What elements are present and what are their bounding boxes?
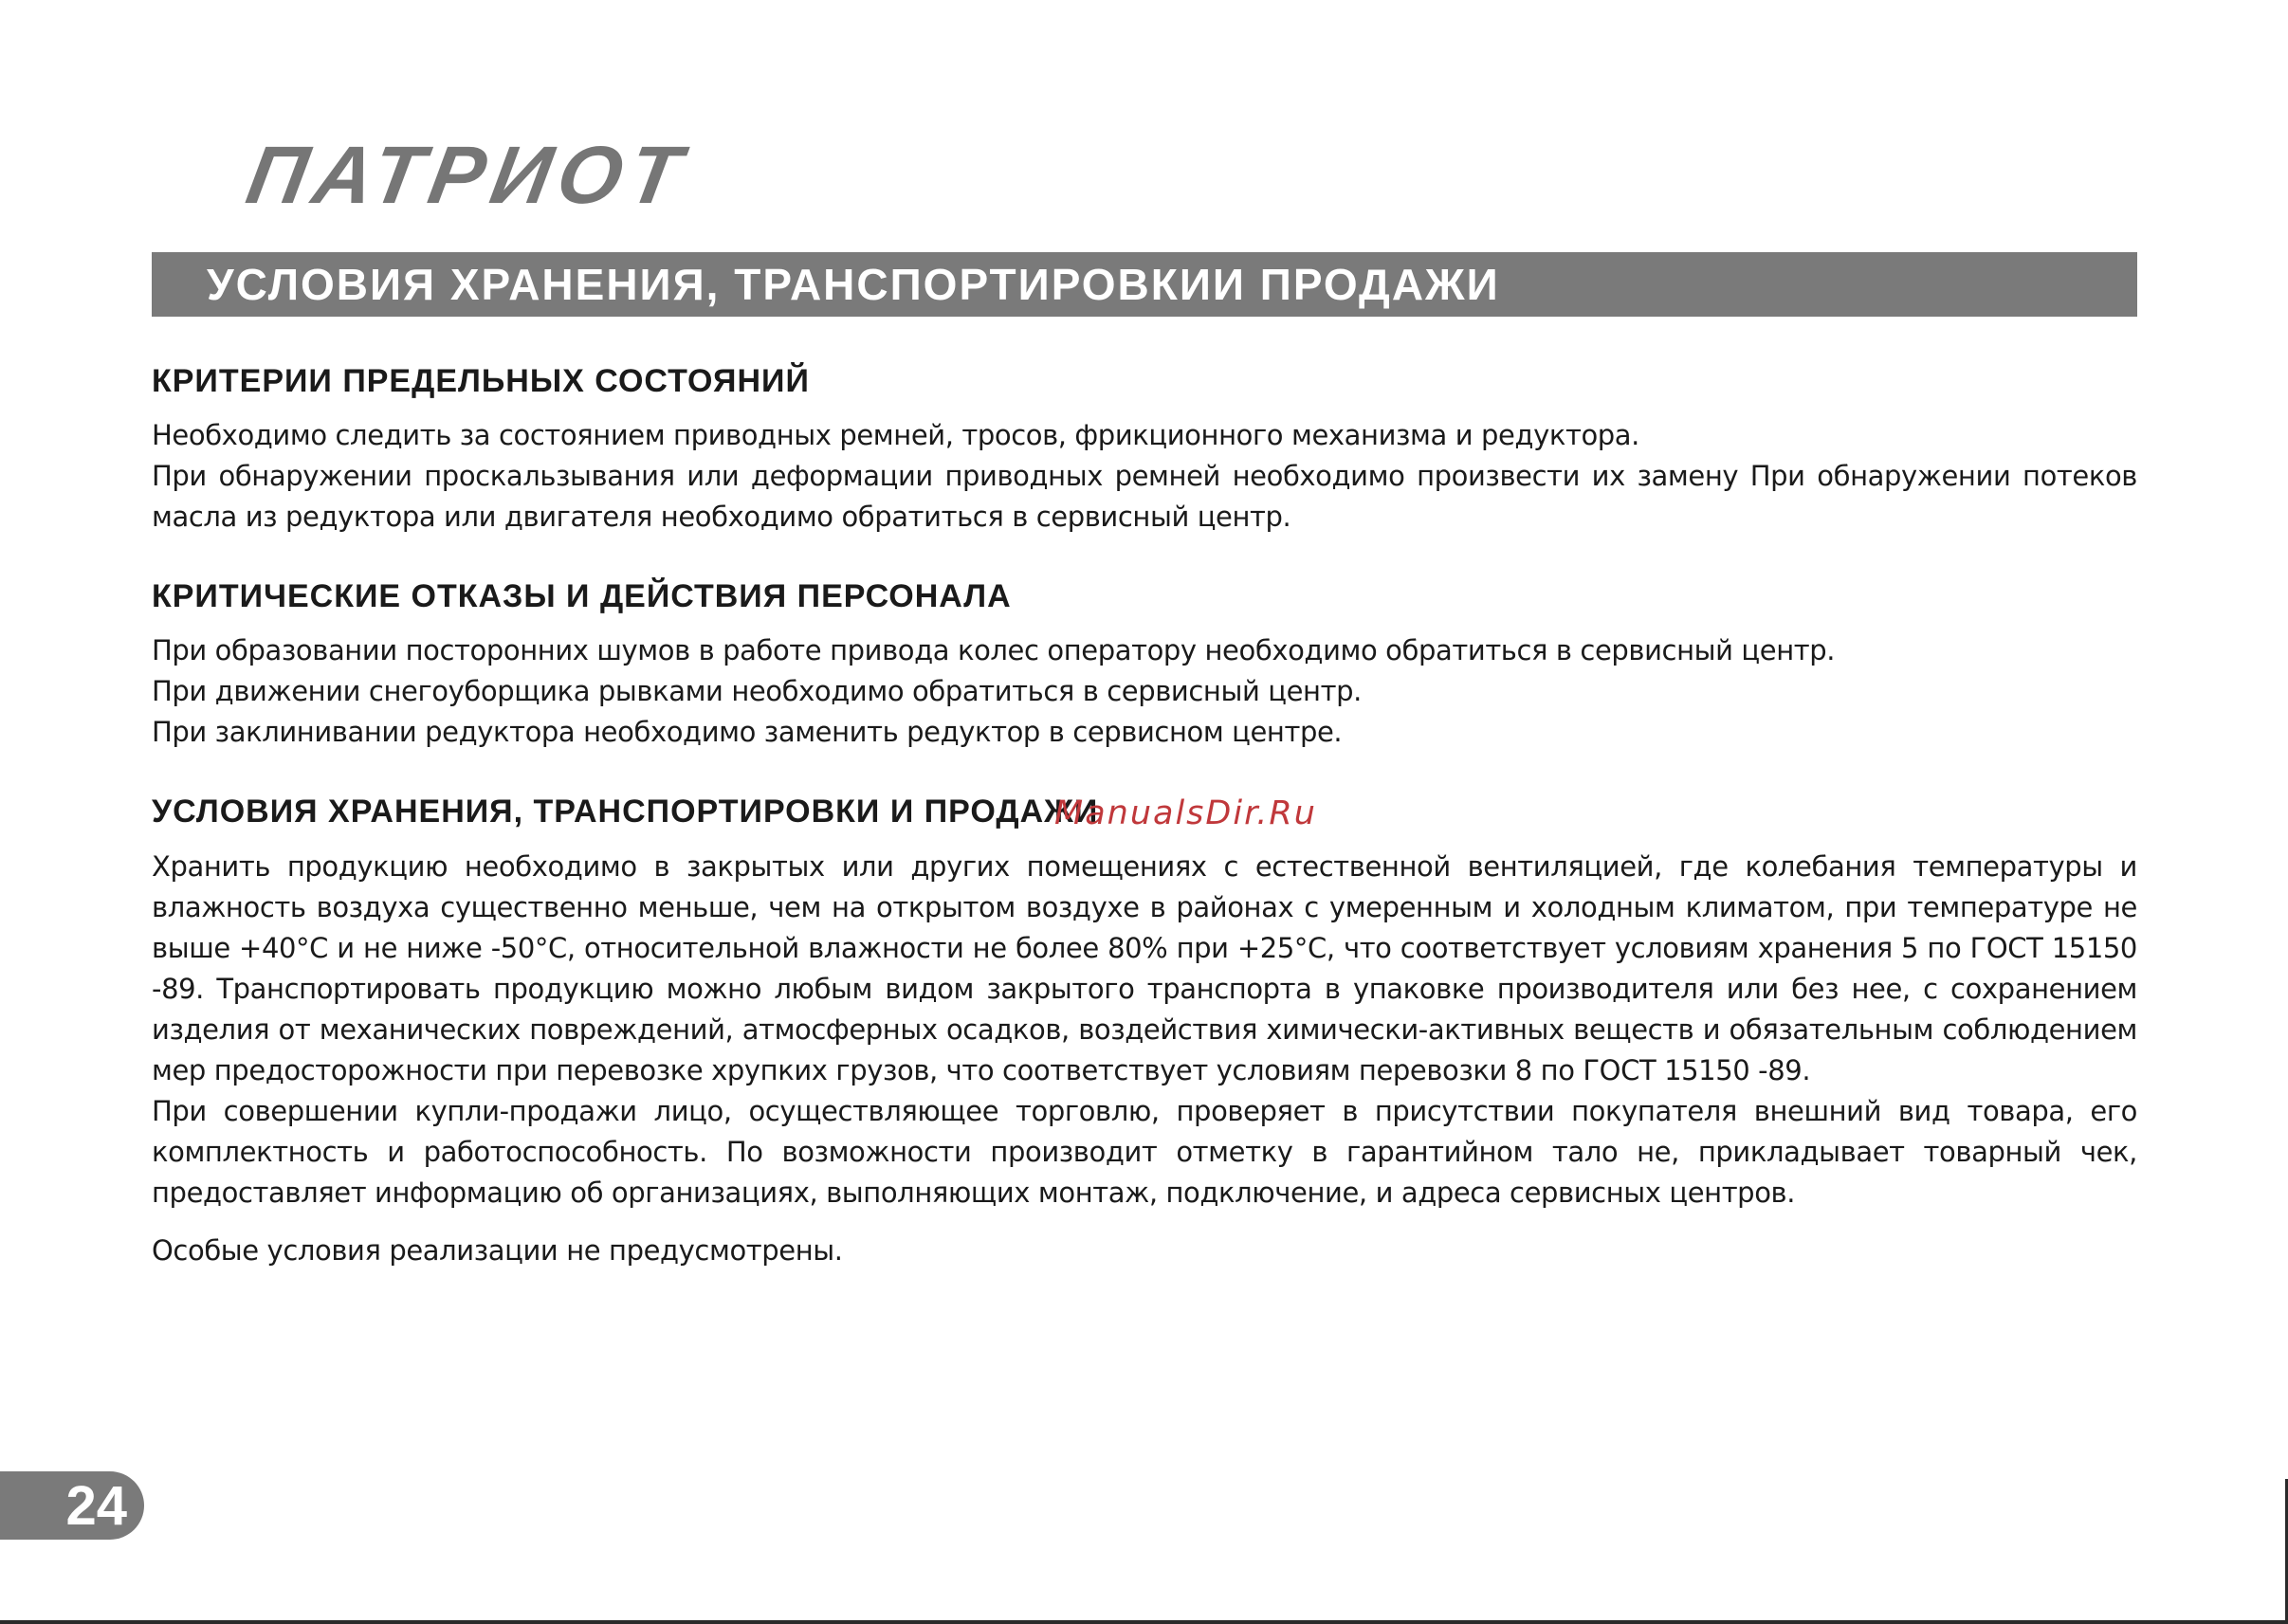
- watermark: ManualsDir.Ru: [1054, 794, 1317, 832]
- section-heading: КРИТЕРИИ ПРЕДЕЛЬНЫХ СОСТОЯНИЙ: [152, 363, 810, 399]
- page-number-tab: [0, 1471, 144, 1540]
- paragraph: Хранить продукцию необходимо в закрытых или других помещениях с естественной вентиляцией, где колебания температуры и влажность воздуха существенно меньше, чем на открытом воздухе в районах с умеренным и холодным климатом, при температуре не выше +40°С и не ниже -50°С, относительной влажности не более 80% при +25°С, что соответствует условиям хранения 5 по ГОСТ 15150 -89. Транспортировать продукцию можно любым видом закрытого транспорта в упаковке производителя или без нее, с сохранением изделия от механических повреждений, атмосферных осадков, воздействия химически-активных веществ и обязательным соблюдением мер предосторожности при перевозке хрупких грузов, что соответствует условиям перевозки 8 по ГОСТ 15150 -89.: [152, 849, 2137, 1086]
- document-body: [152, 360, 2137, 1309]
- section-critical-failures: [152, 575, 2137, 753]
- page-title: УСЛОВИЯ ХРАНЕНИЯ, ТРАНСПОРТИРОВКИИ ПРОДАЖИ: [207, 260, 1500, 309]
- page-number: 24: [65, 1474, 127, 1537]
- paragraph: При движении снегоуборщика рывками необходимо обратиться в сервисный центр.: [152, 675, 1362, 708]
- section-heading: КРИТИЧЕСКИЕ ОТКАЗЫ И ДЕЙСТВИЯ ПЕРСОНАЛА: [152, 578, 1012, 615]
- paragraph: При совершении купли-продажи лицо, осуществляющее торговлю, проверяет в присутствии покупателя внешний вид товара, его комплектность и работоспособность. По возможности производит отметку в гарантийном тало не, прикладывает товарный чек, предоставляет информацию об организациях, выполняющих монтаж, подключение, и адреса сервисных центров.: [152, 1094, 2137, 1209]
- bottom-divider: [0, 1620, 2288, 1624]
- paragraph: Особые условия реализации не предусмотрены.: [152, 1233, 843, 1267]
- paragraph: При заклинивании редуктора необходимо заменить редуктор в сервисном центре.: [152, 716, 1343, 749]
- section-heading: УСЛОВИЯ ХРАНЕНИЯ, ТРАНСПОРТИРОВКИ И ПРОДАЖИ: [152, 794, 1099, 830]
- paragraph: При обнаружении проскальзывания или деформации приводных ремней необходимо произвести их замену При обнаружении потеков масла из редуктора или двигателя необходимо обратиться в сервисный центр.: [152, 460, 2137, 534]
- section-storage-transport-sale: [152, 791, 2137, 1270]
- paragraph: При образовании посторонних шумов в работе привода колес оператору необходимо обратиться в сервисный центр.: [152, 634, 1836, 667]
- section-limit-states: [152, 360, 2137, 538]
- page-title-bar: [152, 252, 2137, 317]
- paragraph: Необходимо следить за состоянием приводных ремней, тросов, фрикционного механизма и редуктора.: [152, 419, 1639, 452]
- brand-logo: ПАТРИОТ: [240, 130, 695, 221]
